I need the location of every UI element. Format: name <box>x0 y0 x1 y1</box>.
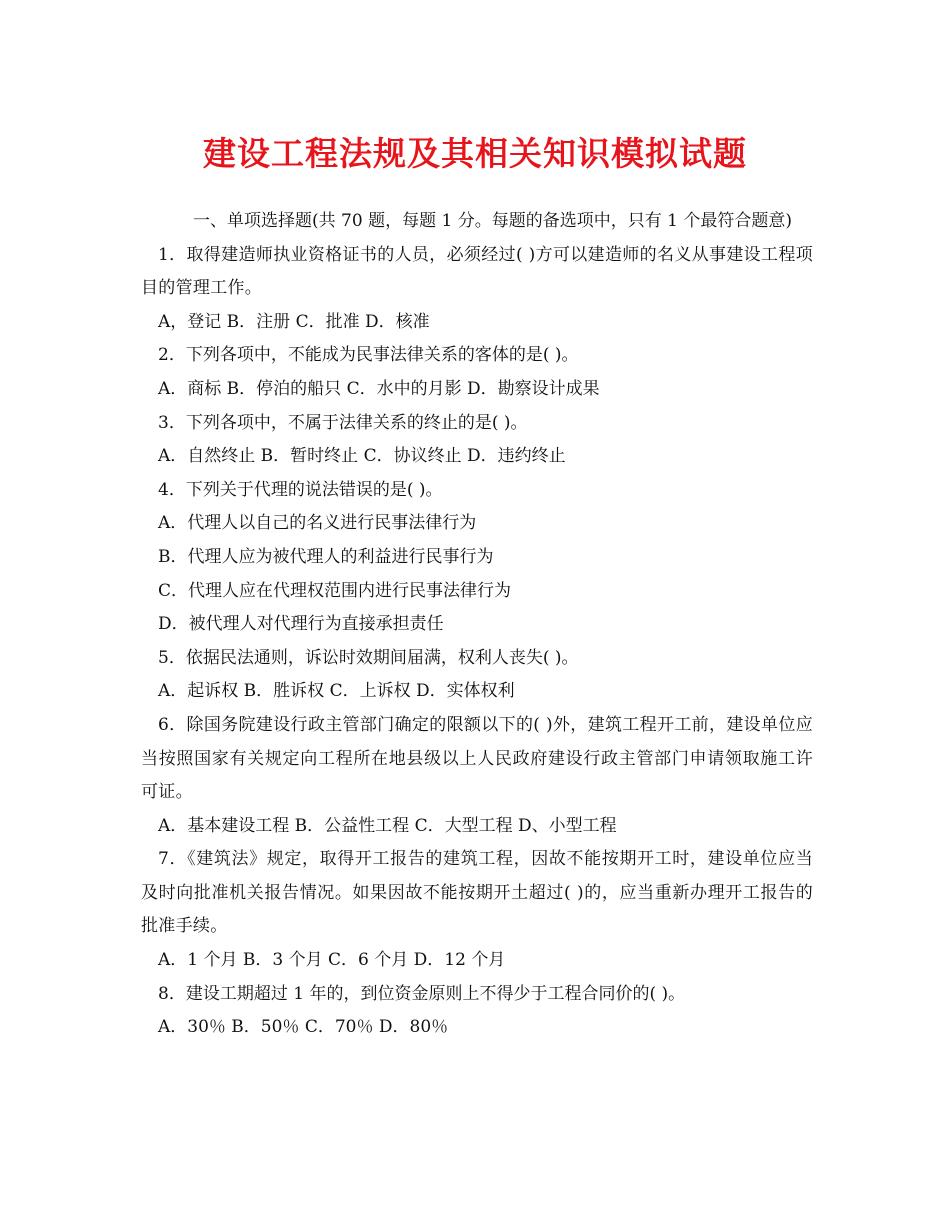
question-1-options: A，登记 B．注册 C．批准 D．核准 <box>158 311 430 332</box>
question-4-option-c: C．代理人应在代理权范围内进行民事法律行为 <box>158 580 512 601</box>
question-4-option-b: B．代理人应为被代理人的利益进行民事行为 <box>158 546 494 567</box>
question-7-options: A．1 个月 B．3 个月 C．6 个月 D．12 个月 <box>158 950 506 971</box>
section-intro: 一、单项选择题(共 70 题，每题 1 分。每题的备选项中，只有 1 个最符合题意) <box>193 211 792 231</box>
question-6: 6．除国务院建设行政主管部门确定的限额以下的( )外，建筑工程开工前，建设单位应当按照国家有关规定向工程所在地县级以上人民政府建设行政主管部门申请领取施工许可证。 <box>141 714 813 803</box>
question-5: 5．依据民法通则，诉讼时效期间届满，权利人丧失( )。 <box>158 647 579 668</box>
question-4-option-a: A．代理人以自己的名义进行民事法律行为 <box>158 513 477 534</box>
question-2: 2．下列各项中，不能成为民事法律关系的客体的是( )。 <box>158 345 579 366</box>
question-3-options: A．自然终止 B．暂时终止 C．协议终止 D．违约终止 <box>158 446 566 467</box>
question-5-options: A．起诉权 B．胜诉权 C．上诉权 D．实体权利 <box>158 681 515 702</box>
question-8: 8．建设工期超过 1 年的，到位资金原则上不得少于工程合同价的( )。 <box>158 983 686 1004</box>
question-6-options: A．基本建设工程 B．公益性工程 C．大型工程 D、小型工程 <box>158 815 617 836</box>
question-2-options: A．商标 B．停泊的船只 C．水中的月影 D．勘察设计成果 <box>158 378 600 399</box>
question-8-options: A．30％ B．50％ C．70％ D．80％ <box>158 1017 449 1038</box>
question-1: 1．取得建造师执业资格证书的人员，必须经过( )方可以建造师的名义从事建设工程项目的管理工作。 <box>141 244 813 299</box>
document-body <box>141 205 813 1045</box>
question-4: 4．下列关于代理的说法错误的是( )。 <box>158 479 443 500</box>
question-7: 7．《建筑法》规定，取得开工报告的建筑工程，因故不能按期开工时，建设单位应当及时向批准机关报告情况。如果因故不能按期开土超过( )的，应当重新办理开工报告的批准手续。 <box>141 849 813 937</box>
question-4-option-d: D．被代理人对代理行为直接承担责任 <box>158 614 444 635</box>
document-title: 建设工程法规及其相关知识模拟试题 <box>203 134 747 173</box>
question-3: 3．下列各项中，不属于法律关系的终止的是( )。 <box>158 412 528 433</box>
